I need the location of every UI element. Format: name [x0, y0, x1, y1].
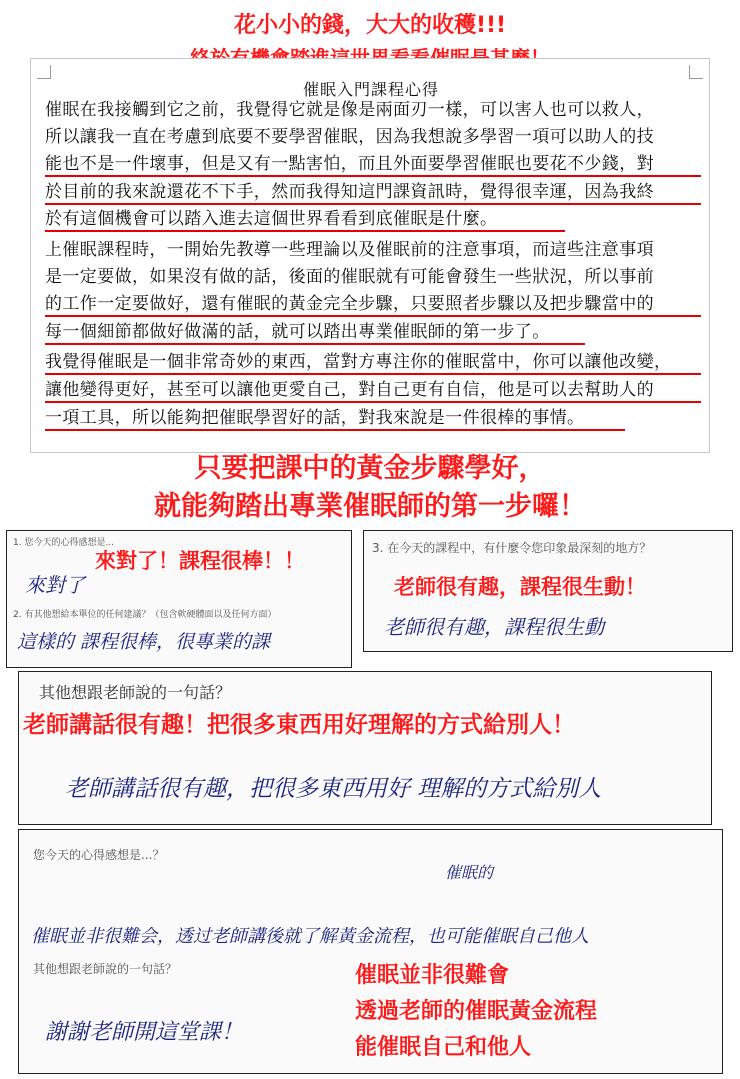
document-line: 一項工具，所以能夠把催眠學習好的話，對我來說是一件很棒的事情。 [45, 407, 625, 431]
feedback-card-c [18, 671, 712, 825]
document-line: 能也不是一件壞事，但是又有一點害怕，而且外面要學習催眠也要花不少錢，對 [45, 153, 701, 177]
question-text: 其他想跟老師說的一句話？ [39, 683, 232, 702]
feedback-card-a [6, 530, 352, 668]
red-caption-overlay: 能催眠自己和他人 [355, 1035, 532, 1060]
handwritten-answer: 催眠並非很難会，透过老師講後就了解黃金流程，也可能催眠自己他人 [31, 926, 589, 947]
document-line: 讓他變得更好，甚至可以讓他更愛自己，對自己更有自信，他是可以去幫助人的 [45, 379, 701, 403]
document-line: 所以讓我一直在考慮到底要不要學習催眠，因為我想說多學習一項可以助人的技 [45, 127, 654, 147]
handwritten-answer: 來對了 [25, 573, 85, 597]
caption-title-1: 花小小的錢，大大的收穫!!! [233, 13, 507, 38]
document-line: 每一個細節都做好做滿的話，就可以踏出專業催眠師的第一步了。 [45, 321, 585, 345]
question-text: 3. 在今天的課程中，有什麼令您印象最深刻的地方？ [372, 541, 652, 555]
red-caption-overlay: 透過老師的催眠黃金流程 [355, 999, 598, 1024]
handwritten-answer: 謝謝老師開這堂課！ [45, 1020, 244, 1045]
document-line: 我覺得催眠是一個非常奇妙的東西，當對方專注你的催眠當中，你可以讓他改變， [45, 351, 701, 375]
document-line: 催眠在我接觸到它之前，我覺得它就是像是兩面刃一樣，可以害人也可以救人， [45, 100, 654, 120]
document-card [30, 58, 710, 453]
question-text: 您今天的心得感想是...？ [33, 848, 165, 862]
question-text: 其他想跟老師說的一句話？ [33, 962, 178, 976]
red-caption-overlay: 來對了！課程很棒！！ [95, 549, 305, 573]
feedback-card-b [363, 530, 733, 652]
handwritten-answer: 這樣的 課程很棒，很專業的課 [17, 631, 271, 653]
handwritten-answer: 老師很有趣，課程很生動 [384, 615, 604, 639]
document-line: 的工作一定要做好，還有催眠的黃金完全步驟，只要照者步驟以及把步驟當中的 [45, 293, 701, 317]
question-text: 1. 您今天的心得感想是... [13, 538, 115, 548]
feedback-card-d [18, 829, 723, 1074]
red-caption-overlay: 催眠並非很難會 [355, 963, 510, 988]
caption-main-1: 只要把課中的黃金步驟學好， [194, 453, 546, 484]
red-caption-overlay: 老師講話很有趣！把很多東西用好理解的方式給別人！ [23, 712, 575, 738]
document-line: 於有這個機會可以踏入進去這個世界看看到底催眠是什麼。 [45, 208, 565, 232]
document-line: 上催眠課程時，一開始先教導一些理論以及催眠前的注意事項，而這些注意事項 [45, 240, 654, 260]
handwritten-answer: 老師講話很有趣，把很多東西用好 理解的方式給別人 [65, 776, 602, 802]
question-text: 2. 有其他想給本單位的任何建議？（包含軟硬體面以及任何方面） [13, 610, 277, 620]
caption-main-2: 就能夠踏出專業催眠師的第一步囉！ [154, 491, 586, 522]
document-title: 催眠入門課程心得 [302, 80, 439, 99]
handwritten-insert: 催眠的 [445, 863, 494, 882]
red-caption-overlay: 老師很有趣，課程很生動！ [394, 575, 646, 599]
document-line: 於目前的我來說還花不下手，然而我得知這門課資訊時，覺得很幸運，因為我終 [45, 181, 701, 205]
document-line: 是一定要做，如果沒有做的話，後面的催眠就有可能會發生一些狀況，所以事前 [45, 267, 654, 287]
